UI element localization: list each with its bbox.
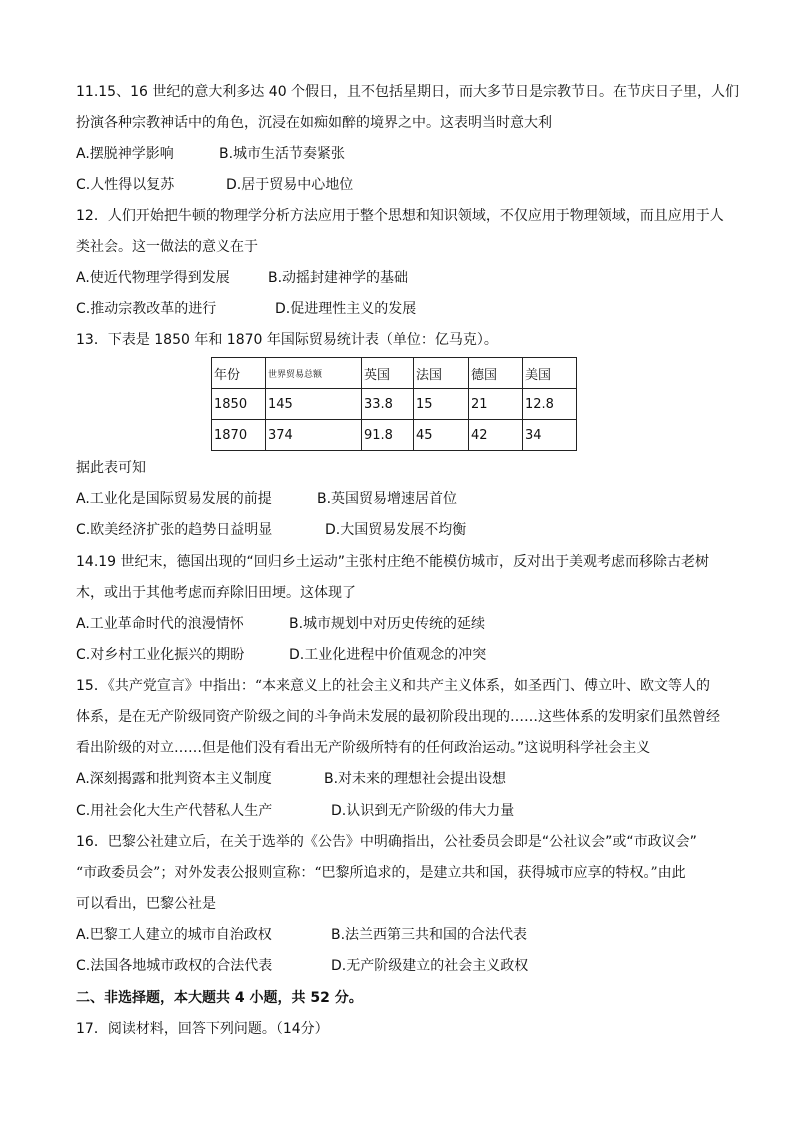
q12-option-b: B.动摇封建神学的基础 (268, 270, 409, 286)
table-header-cell: 法国 (414, 358, 469, 389)
q15-stem-intro: 15．《共产党宣言》中指出： (76, 678, 255, 694)
q11-stem-line1: 11.15、16 世纪的意大利多达 40 个假日，且不包括星期日，而大多节日是宗教节日。在节庆日子里，人们 (76, 84, 740, 100)
table-cell: 42 (469, 420, 523, 451)
table-cell: 145 (266, 389, 362, 420)
table-cell: 45 (414, 420, 469, 451)
q13-option-c: C.欧美经济扩张的趋势日益明显 (76, 522, 273, 538)
table-cell: 15 (414, 389, 469, 420)
q15-quote-line3: 看出阶级的对立……但是他们没有看出无产阶级所特有的任何政治运动。”这说明科学社会主义 (76, 740, 651, 756)
q12-option-a: A.使近代物理学得到发展 (76, 270, 230, 286)
q16-stem-line2-part1: “市政委员会”；对外发表公报则宣称： (76, 865, 315, 881)
q14-stem-line1: 14.19 世纪末，德国出现的“回归乡土运动”主张村庄绝不能模仿城市，反对出于美观考虑而移除古老树 (76, 554, 710, 570)
table-cell: 34 (523, 420, 577, 451)
q16-stem-line2-quote: “巴黎所追求的，是建立共和国，获得城市应享的特权。”由此 (314, 865, 686, 881)
table-cell: 21 (469, 389, 523, 420)
q13-option-b: B.英国贸易增速居首位 (317, 491, 458, 507)
q16-stem-line2 (76, 863, 686, 883)
q13-stem: 13．下表是 1850 年和 1870 年国际贸易统计表（单位：亿马克）。 (76, 332, 498, 348)
table-row (212, 389, 577, 420)
q15-stem-line1 (76, 676, 710, 696)
q14-option-b: B.城市规划中对历史传统的延续 (289, 616, 486, 632)
table-header-cell: 英国 (362, 358, 414, 389)
q12-stem-line2: 类社会。这一做法的意义在于 (76, 239, 258, 255)
q16-option-b: B.法兰西第三共和国的合法代表 (331, 927, 528, 943)
q12-stem-line1: 12．人们开始把牛顿的物理学分析方法应用于整个思想和知识领域，不仅应用于物理领域，而且应用于人 (76, 208, 724, 224)
q11-stem-line2: 扮演各种宗教神话中的角色，沉浸在如痴如醉的境界之中。这表明当时意大利 (76, 115, 552, 131)
q16-stem-line1: 16．巴黎公社建立后，在关于选举的《公告》中明确指出，公社委员会即是“公社议会”或“市政议会” (76, 834, 697, 850)
q11-option-c: C.人性得以复苏 (76, 177, 175, 193)
q15-option-b: B.对未来的理想社会提出设想 (324, 771, 507, 787)
q16-option-a: A.巴黎工人建立的城市自治政权 (76, 927, 272, 943)
q14-option-d: D.工业化进程中价值观念的冲突 (289, 647, 487, 663)
q17-stem: 17．阅读材料，回答下列问题。（14分） (76, 1021, 329, 1037)
table-cell: 374 (266, 420, 362, 451)
table-header-row (212, 358, 577, 389)
q11-option-a: A.摆脱神学影响 (76, 146, 174, 162)
table-cell: 12.8 (523, 389, 577, 420)
q12-option-c: C.推动宗教改革的进行 (76, 301, 217, 317)
table-cell: 1870 (212, 420, 266, 451)
q11-option-b: B.城市生活节奏紧张 (219, 146, 346, 162)
q13-option-a: A.工业化是国际贸易发展的前提 (76, 491, 272, 507)
q13-option-d: D.大国贸易发展不均衡 (325, 522, 467, 538)
table-cell: 91.8 (362, 420, 414, 451)
q14-option-c: C.对乡村工业化振兴的期盼 (76, 647, 245, 663)
q16-option-c: C.法国各地城市政权的合法代表 (76, 958, 273, 974)
q15-option-a: A.深刻揭露和批判资本主义制度 (76, 771, 272, 787)
q15-option-c: C.用社会化大生产代替私人生产 (76, 803, 273, 819)
q13-after-table: 据此表可知 (76, 460, 146, 476)
q15-quote-start: “本来意义上的社会主义和共产主义体系，如圣西门、傅立叶、欧文等人的 (254, 678, 710, 694)
table-cell: 33.8 (362, 389, 414, 420)
q16-option-d: D.无产阶级建立的社会主义政权 (331, 958, 529, 974)
section-heading: 二、非选择题，本大题共 4 小题，共 52 分。 (76, 990, 363, 1006)
q15-option-d: D.认识到无产阶级的伟大力量 (331, 803, 515, 819)
q14-option-a: A.工业革命时代的浪漫情怀 (76, 616, 244, 632)
table-row (212, 420, 577, 451)
q12-option-d: D.促进理性主义的发展 (275, 301, 417, 317)
q14-stem-line2: 木，或出于其他考虑而弃除旧田埂。这体现了 (76, 585, 356, 601)
table-header-cell: 年份 (212, 358, 266, 389)
trade-statistics-table (211, 357, 577, 451)
table-header-cell: 美国 (523, 358, 577, 389)
q11-option-d: D.居于贸易中心地位 (226, 177, 354, 193)
table-cell: 1850 (212, 389, 266, 420)
table-header-cell: 德国 (469, 358, 523, 389)
q15-quote-line2: 体系，是在无产阶级同资产阶级之间的斗争尚未发展的最初阶段出现的……这些体系的发明家们虽然曾经 (76, 709, 720, 725)
q16-stem-line3: 可以看出，巴黎公社是 (76, 896, 216, 912)
table-header-cell: 世界贸易总额 (266, 358, 362, 389)
